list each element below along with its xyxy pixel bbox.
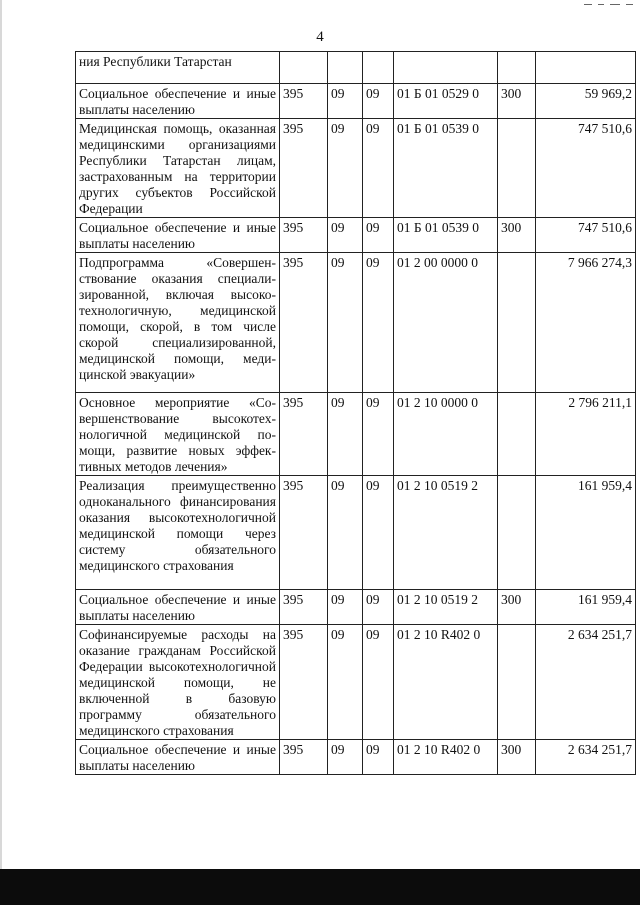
- row-name-cell: Социальное обеспечение и иные выплаты населению: [76, 740, 280, 775]
- row-ministry-cell: 395: [280, 84, 328, 119]
- row-subsection-cell: 09: [363, 218, 394, 253]
- row-target-article-cell: 01 2 10 R402 0: [394, 740, 498, 775]
- table-body: [76, 52, 636, 775]
- row-target-article-cell: 01 Б 01 0539 0: [394, 119, 498, 218]
- table-row: [76, 740, 636, 775]
- row-amount-cell: 747 510,6: [536, 119, 636, 218]
- row-section-cell: 09: [328, 218, 363, 253]
- row-subsection-cell: 09: [363, 119, 394, 218]
- table-row: [76, 253, 636, 393]
- row-expense-type-cell: [498, 253, 536, 393]
- row-section-cell: 09: [328, 253, 363, 393]
- row-section-cell: 09: [328, 590, 363, 625]
- row-target-article-cell: 01 Б 01 0529 0: [394, 84, 498, 119]
- row-ministry-cell: 395: [280, 119, 328, 218]
- row-name-cell: ния Республики Татарстан: [76, 52, 280, 84]
- row-target-article-cell: 01 2 10 0519 2: [394, 476, 498, 590]
- row-target-article-cell: 01 2 10 0519 2: [394, 590, 498, 625]
- row-ministry-cell: 395: [280, 253, 328, 393]
- row-name-cell: Софинансируемые расходы на оказание гражданам Российской Федерации высокотехнологичной медицинской помощи, не включенной в базовую программу обязательного медицинского страхования: [76, 625, 280, 740]
- row-section-cell: [328, 52, 363, 84]
- row-target-article-cell: 01 2 10 R402 0: [394, 625, 498, 740]
- row-amount-cell: 161 959,4: [536, 590, 636, 625]
- row-ministry-cell: 395: [280, 625, 328, 740]
- scan-corner-marks: [584, 4, 634, 10]
- row-name-cell: Основное мероприятие «Совершенствование высокотехнологичной медицинской помощи, развитие новых эффективных методов лечения»: [76, 393, 280, 476]
- table-row: [76, 218, 636, 253]
- row-section-cell: 09: [328, 625, 363, 740]
- row-ministry-cell: 395: [280, 590, 328, 625]
- row-amount-cell: 747 510,6: [536, 218, 636, 253]
- row-expense-type-cell: [498, 119, 536, 218]
- row-ministry-cell: 395: [280, 393, 328, 476]
- row-subsection-cell: 09: [363, 740, 394, 775]
- row-expense-type-cell: 300: [498, 590, 536, 625]
- row-expense-type-cell: [498, 393, 536, 476]
- table-row: [76, 84, 636, 119]
- row-target-article-cell: 01 2 00 0000 0: [394, 253, 498, 393]
- page-number: 4: [316, 29, 324, 45]
- row-name-cell: Социальное обеспечение и иные выплаты населению: [76, 84, 280, 119]
- table-row: [76, 476, 636, 590]
- row-amount-cell: 161 959,4: [536, 476, 636, 590]
- row-section-cell: 09: [328, 740, 363, 775]
- row-expense-type-cell: 300: [498, 218, 536, 253]
- row-name-cell: Медицинская помощь, оказанная медицинскими организациями Республики Татарстан лицам, застрахованным на территории других субъектов Российской Федерации: [76, 119, 280, 218]
- row-amount-cell: 2 634 251,7: [536, 740, 636, 775]
- row-amount-cell: [536, 52, 636, 84]
- row-target-article-cell: 01 Б 01 0539 0: [394, 218, 498, 253]
- row-ministry-cell: 395: [280, 740, 328, 775]
- row-subsection-cell: 09: [363, 253, 394, 393]
- row-name-cell: Социальное обеспечение и иные выплаты населению: [76, 590, 280, 625]
- row-subsection-cell: 09: [363, 393, 394, 476]
- table-row: [76, 590, 636, 625]
- table-row: [76, 393, 636, 476]
- row-subsection-cell: 09: [363, 625, 394, 740]
- row-expense-type-cell: [498, 625, 536, 740]
- table-row: [76, 52, 636, 84]
- row-ministry-cell: [280, 52, 328, 84]
- row-amount-cell: 2 796 211,1: [536, 393, 636, 476]
- scan-bottom-bar: [0, 869, 640, 905]
- row-ministry-cell: 395: [280, 218, 328, 253]
- row-amount-cell: 59 969,2: [536, 84, 636, 119]
- row-amount-cell: 2 634 251,7: [536, 625, 636, 740]
- row-target-article-cell: [394, 52, 498, 84]
- row-name-cell: Реализация преимущественно одноканального финансирования оказания высокотехнологичной медицинской помощи через систему обязательного медицинского страхования: [76, 476, 280, 590]
- row-section-cell: 09: [328, 476, 363, 590]
- row-subsection-cell: 09: [363, 476, 394, 590]
- row-expense-type-cell: [498, 476, 536, 590]
- row-expense-type-cell: 300: [498, 84, 536, 119]
- row-expense-type-cell: 300: [498, 740, 536, 775]
- scan-left-edge: [0, 0, 2, 869]
- row-section-cell: 09: [328, 119, 363, 218]
- row-target-article-cell: 01 2 10 0000 0: [394, 393, 498, 476]
- row-section-cell: 09: [328, 393, 363, 476]
- row-ministry-cell: 395: [280, 476, 328, 590]
- budget-table: [75, 51, 636, 775]
- row-name-cell: Подпрограмма «Совершенствование оказания специализированной, включая высокотехнологичную, медицинской помощи, скорой, в том числе скорой специализированной, медицинской помощи, медицинской эвакуации»: [76, 253, 280, 393]
- row-expense-type-cell: [498, 52, 536, 84]
- table-row: [76, 119, 636, 218]
- row-name-cell: Социальное обеспечение и иные выплаты населению: [76, 218, 280, 253]
- row-subsection-cell: 09: [363, 84, 394, 119]
- row-subsection-cell: 09: [363, 590, 394, 625]
- row-amount-cell: 7 966 274,3: [536, 253, 636, 393]
- row-section-cell: 09: [328, 84, 363, 119]
- table-row: [76, 625, 636, 740]
- row-subsection-cell: [363, 52, 394, 84]
